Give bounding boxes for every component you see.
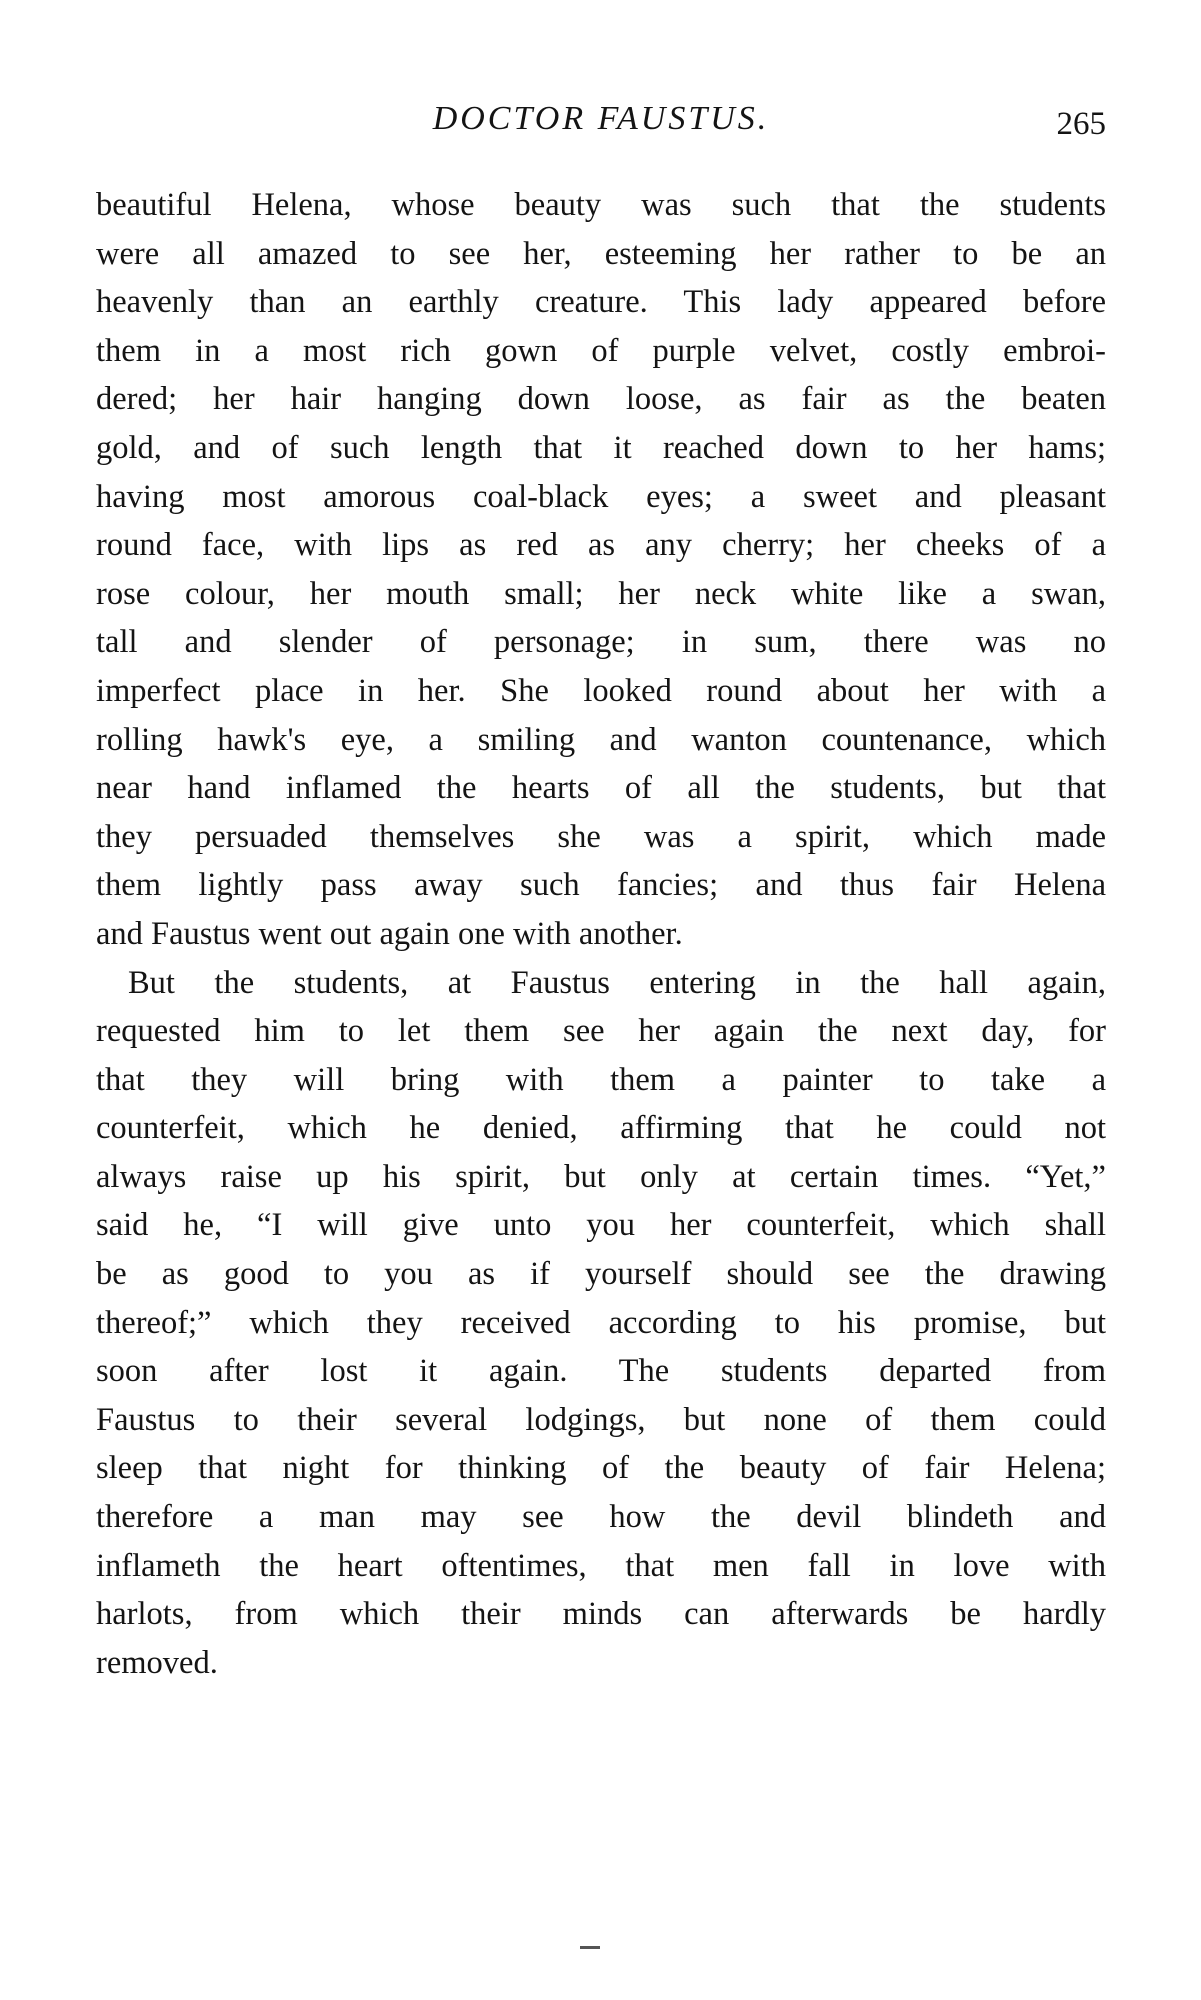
text-line: them lightly pass away such fancies; and thus fair Helena: [96, 867, 1106, 904]
text-line: they persuaded themselves she was a spirit, which made: [96, 818, 1106, 855]
text-line: soon after lost it again. The students departed from: [96, 1353, 1106, 1390]
text-line: inflameth the heart oftentimes, that men fall in love with: [96, 1547, 1106, 1584]
running-head: [96, 100, 1106, 150]
text-line: be as good to you as if yourself should see the drawing: [96, 1256, 1106, 1293]
text-line: sleep that night for thinking of the beauty of fair Helena;: [96, 1450, 1106, 1487]
text-line: and Faustus went out again one with another.: [96, 915, 683, 952]
text-line: removed.: [96, 1644, 218, 1681]
text-line: beautiful Helena, whose beauty was such that the students: [96, 187, 1106, 223]
text-line: were all amazed to see her, esteeming her rather to be an: [96, 235, 1106, 272]
text-line: Faustus to their several lodgings, but none of them could: [96, 1401, 1106, 1438]
text-line: counterfeit, which he denied, affirming that he could not: [96, 1110, 1106, 1147]
text-line: requested him to let them see her again the next day, for: [96, 1013, 1106, 1050]
text-line: therefore a man may see how the devil blindeth and: [96, 1499, 1106, 1536]
paragraph: [96, 181, 1106, 959]
text-line: round face, with lips as red as any cherry; her cheeks of a: [96, 527, 1106, 564]
text-line: rolling hawk's eye, a smiling and wanton countenance, which: [96, 721, 1106, 758]
text-line: said he, “I will give unto you her counterfeit, which shall: [96, 1207, 1106, 1244]
running-title: DOCTOR FAUSTUS.: [432, 100, 770, 137]
text-line: dered; her hair hanging down loose, as fair as the beaten: [96, 381, 1106, 418]
text-line: heavenly than an earthly creature. This lady appeared before: [96, 284, 1106, 321]
text-line: them in a most rich gown of purple velvet, costly embroi-: [96, 332, 1106, 369]
text-line: tall and slender of personage; in sum, there was no: [96, 624, 1106, 661]
text-line: rose colour, her mouth small; her neck white like a swan,: [96, 575, 1106, 612]
text-line: harlots, from which their minds can afterwards be hardly: [96, 1596, 1106, 1633]
paragraph: [96, 959, 1106, 1688]
text-line: gold, and of such length that it reached down to her hams;: [96, 429, 1106, 466]
text-line: thereof;” which they received according to his promise, but: [96, 1304, 1106, 1341]
text-line: near hand inflamed the hearts of all the students, but that: [96, 770, 1106, 807]
body-text: [96, 181, 1106, 1687]
printer-mark: [580, 1946, 600, 1949]
text-line: imperfect place in her. She looked round about her with a: [96, 672, 1106, 709]
page-number: 265: [1056, 106, 1106, 142]
text-line: that they will bring with them a painter to take a: [96, 1061, 1106, 1098]
text-line: But the students, at Faustus entering in the hall again,: [128, 964, 1106, 1001]
text-line: having most amorous coal-black eyes; a sweet and pleasant: [96, 478, 1106, 515]
text-line: always raise up his spirit, but only at certain times. “Yet,”: [96, 1158, 1106, 1195]
